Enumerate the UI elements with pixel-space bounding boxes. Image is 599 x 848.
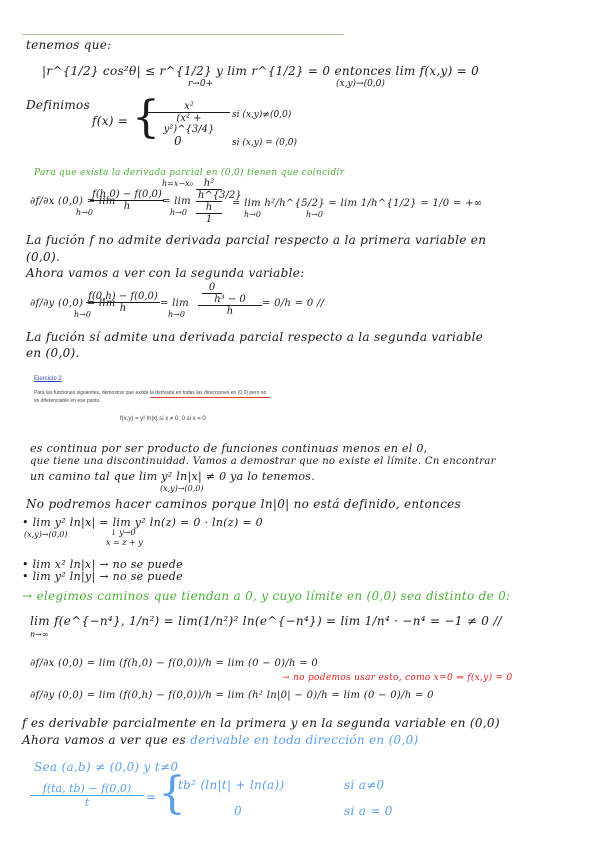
bullet-item: • lim x² ln|x| → no se puede — [22, 558, 183, 571]
note-line: es continua por ser producto de funciones continuas menos en el 0, — [30, 442, 428, 455]
fraction-denominator: h^{3/2} — [198, 190, 242, 201]
case-condition: si a = 0 — [344, 804, 393, 818]
fraction-numerator: 0 — [202, 282, 222, 294]
definition-brace: { — [132, 92, 160, 143]
note-line: (0,0). — [26, 250, 61, 264]
pasted-function: f(x,y) = y² ln|x| si x ≠ 0; 0 si x = 0 — [120, 416, 206, 422]
partial-x-line: ∂f/∂x (0,0) = lim (f(h,0) − f(0,0))/h = lim (0 − 0)/h = 0 — [30, 658, 319, 669]
limit-subscript: h→0 — [168, 310, 185, 319]
substitution-label: h=x−x₀ — [162, 179, 193, 188]
note-line: que tiene una discontinuidad. Vamos a demostrar que no existe el límite. Cn encontrar — [30, 456, 496, 467]
equals-limit: = lim — [162, 196, 191, 207]
note-line: Para que exista la derivada parcial en (0,0) tienen que coincidir — [34, 168, 345, 178]
case-expression: 0 — [234, 804, 242, 818]
limit-subscript: (x,y)→(0,0) — [160, 484, 204, 493]
nested-fraction — [196, 178, 242, 225]
exercise-link[interactable]: Ejercicio 2 — [34, 376, 62, 382]
note-line: → elegimos caminos que tiendan a 0, y cuyo límite en (0,0) sea distinto de 0: — [22, 589, 511, 603]
partial-y-line: ∂f/∂y (0,0) = lim (f(0,h) − f(0,0))/h = lim (h² ln|0| − 0)/h = lim (0 − 0)/h = 0 — [30, 690, 434, 701]
limit-subscript: h→0 — [74, 310, 91, 319]
note-line: Definimos — [26, 98, 91, 112]
definition-condition: si (x,y) = (0,0) — [232, 138, 297, 148]
fraction-numerator: f(h,0) − f(0,0) — [90, 189, 164, 201]
fraction-denominator: h — [119, 303, 127, 314]
direction-setup: Sea (a,b) ≠ (0,0) y t≠0 — [34, 760, 179, 774]
limit-subscript: n→∞ — [30, 630, 49, 639]
fraction-numerator — [198, 294, 262, 306]
fraction-denominator: h — [123, 201, 131, 212]
note-line: La fución f no admite derivada parcial respecto a la primera variable en — [26, 233, 487, 247]
limit-subscript: (x,y)→(0,0) — [336, 79, 385, 89]
limit-subscript: h→0 — [76, 208, 93, 217]
partial-x-result: = lim h²/h^{5/2} = lim 1/h^{1/2} = 1/0 = +∞ — [232, 198, 483, 209]
definition-fraction — [148, 101, 230, 135]
minus-zero: − 0 — [227, 294, 246, 305]
fraction-numerator: h² — [196, 178, 222, 190]
fraction-denominator: h — [196, 202, 222, 214]
limit-subscript: h→0 — [170, 208, 187, 217]
definition-label: f(x) = — [92, 114, 129, 128]
limit-subscript: ↓ y→0 — [110, 528, 136, 537]
cases-brace: { — [158, 768, 186, 819]
note-line: tenemos que: — [26, 38, 112, 52]
note-line: No podremos hacer caminos porque ln|0| no está definido, entonces — [26, 497, 461, 511]
fraction-numerator: x² — [148, 101, 230, 113]
inequality-line: |r^{1/2} cos²θ| ≤ r^{1/2} y lim r^{1/2} = 0 entonces lim f(x,y) = 0 — [42, 64, 480, 78]
bullet-item: • lim y² ln|x| = lim y² ln(z) = 0 · ln(z) = 0 — [22, 516, 263, 529]
note-line: un camino tal que lim y² ln|x| ≠ 0 ya lo tenemos. — [30, 470, 315, 483]
cube-term: h³ — [214, 294, 225, 305]
limit-subscript: x = z + y — [106, 538, 143, 547]
limit-subscript: (x,y)→(0,0) — [24, 530, 68, 539]
highlight-text: derivable en toda dirección en (0,0) — [190, 733, 419, 747]
difference-quotient — [86, 291, 160, 314]
red-underline — [150, 397, 270, 398]
pasted-statement: es diferenciable en ese punto. — [34, 398, 101, 404]
nested-fraction — [198, 282, 262, 317]
note-text: Ahora vamos a ver que es — [22, 733, 187, 747]
difference-quotient — [90, 189, 164, 212]
partial-y-left: ∂f/∂y (0,0) = lim — [30, 298, 116, 309]
fraction-numerator: f(0,h) − f(0,0) — [86, 291, 160, 303]
note-line: Ahora vamos a ver con la segunda variable: — [26, 266, 305, 280]
bullet-item: • lim y² ln|y| → no se puede — [22, 570, 183, 583]
definition-value: 0 — [174, 134, 182, 148]
note-line: La fución sí admite una derivada parcial respecto a la segunda variable — [26, 330, 484, 344]
partial-y-result: = 0/h = 0 // — [262, 298, 325, 309]
case-expression: tb² (ln|t| + ln(a)) — [178, 778, 285, 792]
direction-quotient — [30, 782, 144, 809]
fraction-denominator: (x² + y²)^{3/4} — [163, 113, 215, 135]
case-condition: si a≠0 — [344, 778, 385, 792]
definition-condition: si (x,y)≠(0,0) — [232, 110, 292, 120]
fraction-denominator: t — [84, 796, 90, 809]
fraction-numerator: f(ta, tb) − f(0,0) — [30, 782, 144, 796]
note-line: f es derivable parcialmente en la primera y en la segunda variable en (0,0) — [22, 716, 500, 730]
top-separator — [22, 34, 344, 35]
equals-limit: = lim — [160, 298, 189, 309]
sequence-limit: lim f(e^{−n⁴}, 1/n²) = lim(1/n²)² ln(e^{−n⁴}) = lim 1/n⁴ · −n⁴ = −1 ≠ 0 // — [30, 614, 503, 628]
limit-subscript: r→0+ — [188, 79, 214, 89]
fraction-denominator: 1 — [205, 214, 213, 225]
note-line — [22, 733, 419, 747]
fraction-denominator: h — [226, 306, 234, 317]
equals-sign: = — [146, 790, 157, 804]
pasted-statement: Para las funciones siguientes, demostrar que existe la derivada en todas las direcciones en (0,0) pero no — [34, 390, 267, 396]
limit-subscript: h→0 — [306, 210, 323, 219]
partial-x-left: ∂f/∂x (0,0) = lim — [30, 196, 116, 207]
note-line: en (0,0). — [26, 346, 80, 360]
limit-subscript: h→0 — [244, 210, 261, 219]
red-annotation: → no podemos usar esto, como x=0 ⇒ f(x,y) = 0 — [282, 673, 513, 683]
